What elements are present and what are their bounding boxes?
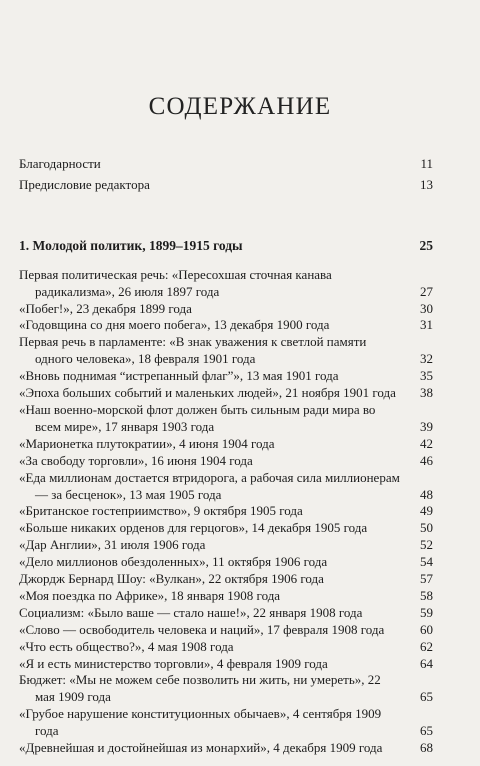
toc-entry-text: «Дело миллионов обездоленных», 11 октября 1906 года — [19, 554, 328, 570]
toc-entry-text: Джордж Бернард Шоу: «Вулкан», 22 октября 1906 года — [19, 571, 324, 587]
toc-entry-text: «Вновь поднимая “истрепанный флаг”», 13 мая 1901 года — [19, 368, 339, 384]
toc-entry — [19, 156, 433, 173]
toc-entry — [19, 503, 433, 520]
toc-entry-text: Первая речь в парламенте: «В знак уважения к светлой памяти одного человека», 18 февраля 1901 года — [19, 334, 367, 367]
toc-entry-page: 58 — [420, 587, 433, 603]
toc-entry — [19, 267, 433, 301]
toc-entry-page: 52 — [420, 537, 433, 553]
toc-entry-page: 60 — [420, 621, 433, 637]
toc-entry-text: «Марионетка плутократии», 4 июня 1904 года — [19, 435, 275, 451]
toc-entry — [19, 177, 433, 194]
toc-entry-page: 32 — [420, 351, 433, 367]
toc-entry — [19, 453, 433, 470]
toc-entry — [19, 656, 433, 673]
toc-entry-page: 42 — [420, 435, 433, 451]
page-title: СОДЕРЖАНИЕ — [148, 93, 332, 120]
toc-entry — [19, 706, 433, 740]
toc-entries — [19, 267, 433, 757]
toc-entry — [19, 672, 433, 706]
toc-entry-text: «Слово — освободитель человека и наций», 17 февраля 1908 года — [19, 621, 385, 637]
toc-entry — [19, 301, 433, 318]
toc-entry — [19, 402, 433, 436]
toc-entry-text: «Моя поездка по Африке», 18 января 1908 года — [19, 587, 281, 603]
toc-entry — [19, 740, 433, 757]
toc-entry-page: 68 — [420, 740, 433, 756]
toc-entry-page: 65 — [420, 689, 433, 705]
table-of-contents — [19, 156, 433, 757]
toc-entry-text: «Что есть общество?», 4 мая 1908 года — [19, 638, 234, 654]
part-heading-text: 1. Молодой политик, 1899–1915 годы — [19, 237, 243, 253]
toc-entry — [19, 588, 433, 605]
toc-entry-page: 54 — [420, 554, 433, 570]
toc-entry-text: Благодарности — [19, 156, 101, 171]
toc-entry — [19, 605, 433, 622]
toc-entry-page: 64 — [420, 655, 433, 671]
toc-entry-text: «Дар Англии», 31 июля 1906 года — [19, 537, 206, 553]
toc-entry-text: «Эпоха больших событий и маленьких людей», 21 ноября 1901 года — [19, 385, 396, 401]
toc-entry — [19, 368, 433, 385]
toc-entry — [19, 639, 433, 656]
toc-entry-text: «Наш военно-морской флот должен быть сильным ради мира во всем мире», 17 января 1903 года — [19, 401, 376, 434]
toc-entry-page: 31 — [420, 317, 433, 333]
toc-entry-text: «Побег!», 23 декабря 1899 года — [19, 300, 192, 316]
toc-entry-page: 11 — [420, 156, 433, 171]
part-heading-page: 25 — [419, 237, 433, 253]
toc-entry — [19, 622, 433, 639]
toc-entry-page: 48 — [420, 486, 433, 502]
toc-entry-page: 59 — [420, 604, 433, 620]
toc-entry-text: «Древнейшая и достойнейшая из монархий», 4 декабря 1909 года — [19, 740, 383, 756]
toc-entry-text: Первая политическая речь: «Пересохшая сточная канава радикализма», 26 июля 1897 года — [19, 266, 332, 299]
part-heading — [19, 238, 433, 255]
toc-entry — [19, 537, 433, 554]
toc-entry — [19, 334, 433, 368]
toc-entry-text: Социализм: «Было ваше — стало наше!», 22 января 1908 года — [19, 604, 363, 620]
toc-entry-page: 46 — [420, 452, 433, 468]
toc-entry-page: 57 — [420, 571, 433, 587]
toc-entry-text: Бюджет: «Мы не можем себе позволить ни жить, ни умереть», 22 мая 1909 года — [19, 672, 381, 705]
toc-entry-page: 62 — [420, 638, 433, 654]
toc-entry — [19, 520, 433, 537]
toc-entry-page: 13 — [420, 176, 433, 192]
toc-entry — [19, 554, 433, 571]
toc-entry-text: Предисловие редактора — [19, 176, 150, 192]
toc-entry-text: «Годовщина со дня моего побега», 13 декабря 1900 года — [19, 317, 330, 333]
toc-entry-text: «Еда миллионам достается втридорога, а рабочая сила миллионерам — за бесценок», 13 мая 1905 года — [19, 469, 400, 502]
toc-entry — [19, 317, 433, 334]
toc-entry-page: 50 — [420, 520, 433, 536]
toc-entry-text: «Грубое нарушение конституционных обычаев», 4 сентября 1909 года — [19, 706, 382, 739]
toc-entry-page: 49 — [420, 503, 433, 519]
toc-entry-text: «Я и есть министерство торговли», 4 февраля 1909 года — [19, 655, 328, 671]
toc-entry-text: «Больше никаких орденов для герцогов», 14 декабря 1905 года — [19, 520, 368, 536]
toc-entry-page: 39 — [420, 418, 433, 434]
toc-entry-page: 27 — [420, 283, 433, 299]
toc-entry — [19, 385, 433, 402]
toc-entry — [19, 436, 433, 453]
toc-entry — [19, 571, 433, 588]
toc-entry-text: «За свободу торговли», 16 июня 1904 года — [19, 452, 253, 468]
toc-entry-page: 30 — [420, 300, 433, 316]
toc-entry — [19, 470, 433, 504]
toc-entry-page: 65 — [420, 723, 433, 739]
toc-entry-text: «Британское гостеприимство», 9 октября 1905 года — [19, 503, 303, 519]
toc-entry-page: 38 — [420, 385, 433, 401]
toc-entry-page: 35 — [420, 368, 433, 384]
